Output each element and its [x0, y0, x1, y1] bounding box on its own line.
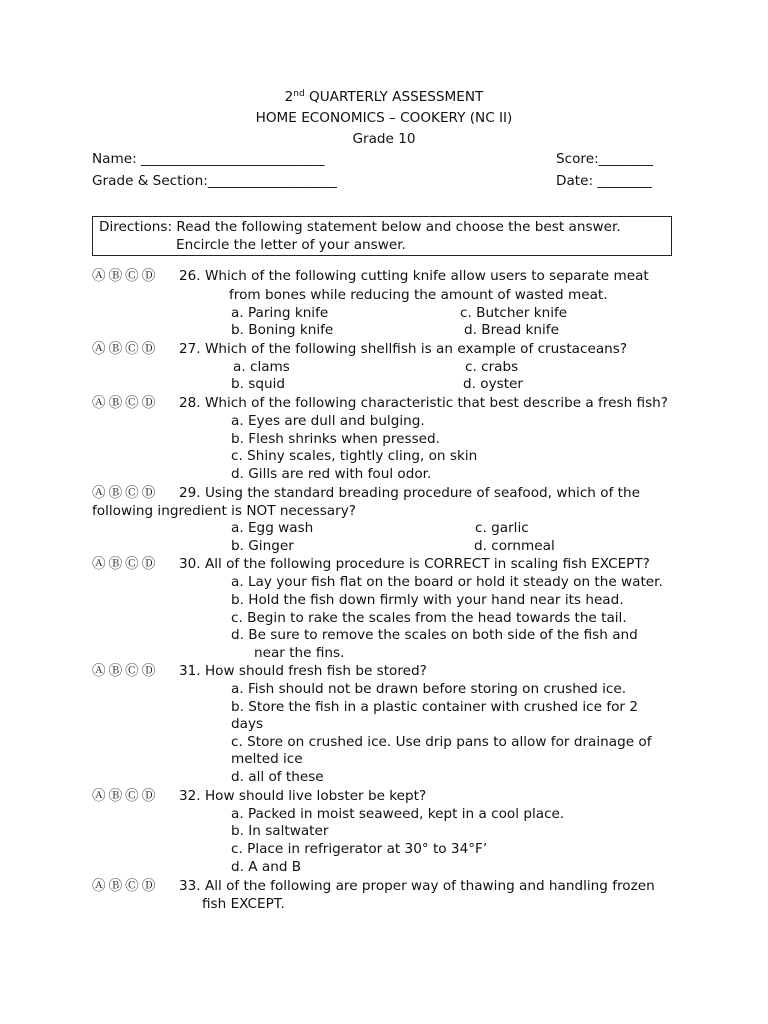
q29-option-b: b. Ginger [231, 538, 294, 554]
answer-bubbles-32[interactable]: ⒶⒷⒸⒹ [92, 788, 159, 804]
grade-section-field[interactable]: Grade & Section:___________________ [92, 173, 337, 189]
answer-bubbles-30[interactable]: ⒶⒷⒸⒹ [92, 556, 159, 572]
q32-option-d: d. A and B [231, 859, 302, 875]
q30-option-c: c. Begin to rake the scales from the head towards the tail. [231, 610, 627, 626]
answer-bubbles-31[interactable]: ⒶⒷⒸⒹ [92, 663, 159, 679]
score-field[interactable]: Score:________ [556, 151, 654, 167]
subject-title: HOME ECONOMICS – COOKERY (NC II) [255, 110, 513, 126]
q27-option-a: a. clams [233, 359, 290, 375]
answer-bubbles-33[interactable]: ⒶⒷⒸⒹ [92, 878, 159, 894]
question-32: 32. How should live lobster be kept? [179, 788, 427, 804]
q28-option-c: c. Shiny scales, tightly cling, on skin [231, 448, 478, 464]
answer-bubbles-26[interactable]: ⒶⒷⒸⒹ [92, 268, 159, 284]
q26-option-c: c. Butcher knife [460, 305, 568, 321]
q26-option-a: a. Paring knife [231, 305, 329, 321]
q28-option-d: d. Gills are red with foul odor. [231, 466, 432, 482]
directions-line-2: Encircle the letter of your answer. [176, 237, 406, 253]
question-26: 26. Which of the following cutting knife allow users to separate meat [179, 268, 649, 284]
q31-option-a: a. Fish should not be drawn before storing on crushed ice. [231, 681, 627, 697]
q30-option-b: b. Hold the fish down firmly with your hand near its head. [231, 592, 624, 608]
question-33-cont: fish EXCEPT. [202, 896, 285, 912]
q31-option-b: b. Store the fish in a plastic container with crushed ice for 2 [231, 699, 638, 715]
q30-option-d: d. Be sure to remove the scales on both side of the fish and [231, 627, 638, 643]
q28-option-b: b. Flesh shrinks when pressed. [231, 431, 440, 447]
question-26-cont: from bones while reducing the amount of wasted meat. [229, 287, 608, 303]
question-31: 31. How should fresh fish be stored? [179, 663, 427, 679]
q31-option-c-cont: melted ice [231, 751, 303, 767]
q31-option-d: d. all of these [231, 769, 324, 785]
q31-option-c: c. Store on crushed ice. Use drip pans to allow for drainage of [231, 734, 652, 750]
question-28: 28. Which of the following characteristic that best describe a fresh fish? [179, 395, 668, 411]
q30-option-d-cont: near the fins. [254, 645, 345, 661]
q28-option-a: a. Eyes are dull and bulging. [231, 413, 425, 429]
q29-option-d: d. cornmeal [474, 538, 555, 554]
grade-title: Grade 10 [352, 131, 416, 147]
question-30: 30. All of the following procedure is CORRECT in scaling fish EXCEPT? [179, 556, 650, 572]
question-33: 33. All of the following are proper way of thawing and handling frozen [179, 878, 655, 894]
question-29-cont: following ingredient is NOT necessary? [92, 503, 356, 519]
q32-option-b: b. In saltwater [231, 823, 329, 839]
question-29: 29. Using the standard breading procedure of seafood, which of the [179, 485, 640, 501]
q27-option-c: c. crabs [465, 359, 519, 375]
date-field[interactable]: Date: ________ [556, 173, 652, 189]
q26-option-b: b. Boning knife [231, 322, 334, 338]
name-field[interactable]: Name: ___________________________ [92, 151, 325, 167]
answer-bubbles-29[interactable]: ⒶⒷⒸⒹ [92, 485, 159, 501]
q29-option-c: c. garlic [475, 520, 529, 536]
q31-option-b-cont: days [231, 716, 264, 732]
q32-option-c: c. Place in refrigerator at 30° to 34°F’ [231, 841, 488, 857]
q26-option-d: d. Bread knife [464, 322, 559, 338]
q32-option-a: a. Packed in moist seaweed, kept in a cool place. [231, 806, 565, 822]
q29-option-a: a. Egg wash [231, 520, 314, 536]
q27-option-b: b. squid [231, 376, 286, 392]
q27-option-d: d. oyster [463, 376, 523, 392]
title-superscript: nd [293, 89, 305, 99]
q30-option-a: a. Lay your fish flat on the board or hold it steady on the water. [231, 574, 663, 590]
question-27: 27. Which of the following shellfish is an example of crustaceans? [179, 341, 628, 357]
document-title: 2nd QUARTERLY ASSESSMENT [284, 89, 484, 105]
answer-bubbles-28[interactable]: ⒶⒷⒸⒹ [92, 395, 159, 411]
directions-line-1: Directions: Read the following statement below and choose the best answer. [99, 219, 621, 235]
answer-bubbles-27[interactable]: ⒶⒷⒸⒹ [92, 341, 159, 357]
